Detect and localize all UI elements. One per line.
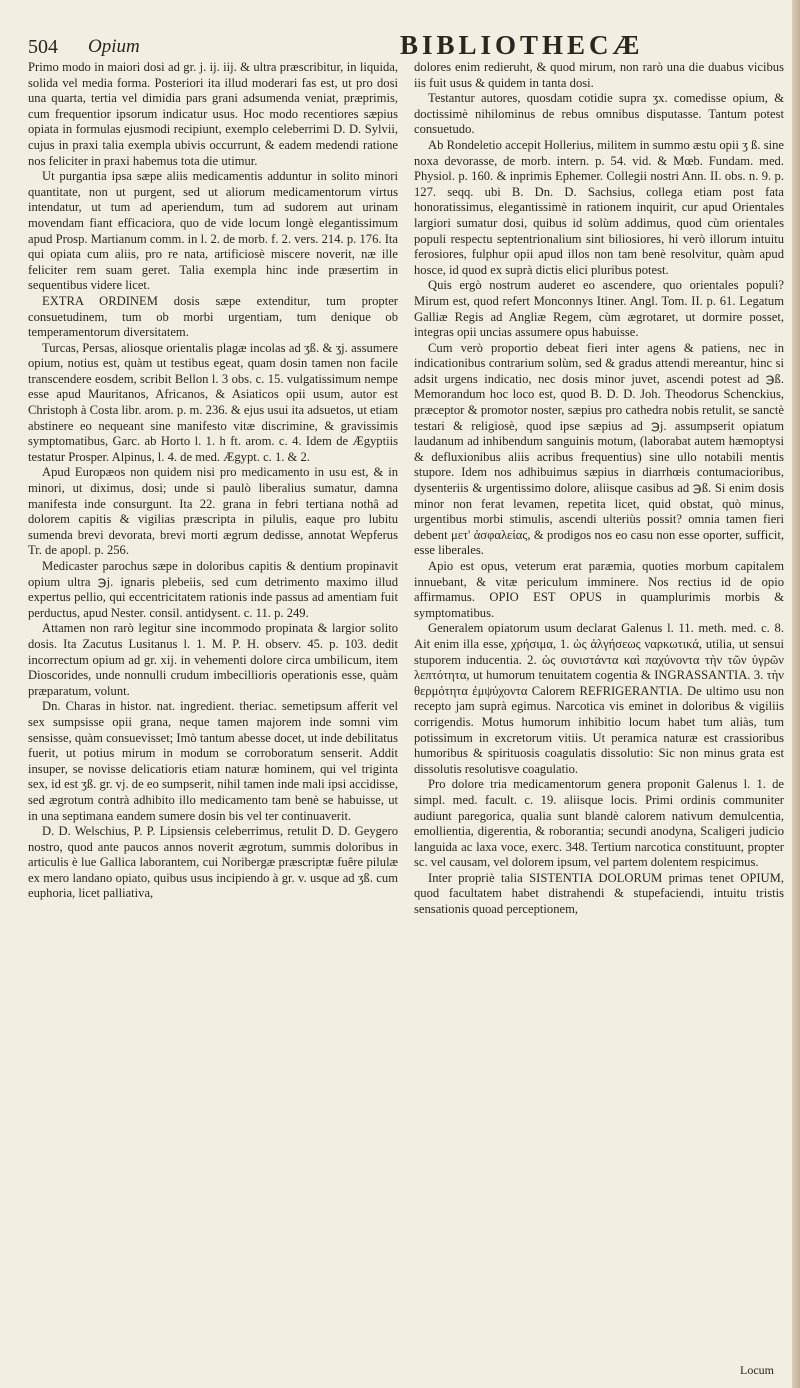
catchword: Locum bbox=[740, 1363, 774, 1377]
paragraph: Apud Europæos non quidem nisi pro medicamento in usu est, & in minori, ut diximus, dosi; unde si paulò liberalius sumatur, damna manifesta inde consurgunt. Ita 22. grana in febri tertiana nothâ ad dolorem capitis & vigilias præscripta in pilulis, eaque pro lubitu sumenda brevi devorata, brevi morti ægrum dedisse, annotat Wepferus Tr. de apopl. p. 256. bbox=[28, 465, 398, 558]
page-edge bbox=[792, 0, 800, 1388]
left-column bbox=[28, 60, 398, 1368]
paragraph: Generalem opiatorum usum declarat Galenus l. 11. meth. med. c. 8. Ait enim illa esse, χρήσιμα, 1. ὡς ἀλγήσεως ναρκωτικά, utilia, ut sensui stuporem inducentia. 2. ὡς συνιστάντα καὶ παχύνοντα τὴν τῶν ὑγρῶν λεπτότητα, ut humorum tenuitatem cogentia & INGRASSANTIA. 3. τὴν θερμότητα ἐμψύχοντα Calorem REFRIGERANTIA. De ultimo usu non recepto jam suprà egimus. Narcotica vis eminet in doloribus & vigiliis corrigendis. Motus humorum inhibitio locum habet tum aliàs, tum potissimum in excretorum vitiis. Ut peramica naturæ est crassioribus humoribus & spirituosis coagulatis dissolutio: Sic non minus grata est dissolutis resolutisve coagulatio. bbox=[414, 621, 784, 776]
paragraph: Dn. Charas in histor. nat. ingredient. theriac. semetipsum afferit vel sex sumpsisse opii grana, neque tamen majorem inde somni vim sensisse, quàm consuevisset; Imò tantum abesse docet, ut inde debilitatus fuerit, ut potius mirum in modum se corroboratum senserit. Addit insuper, se novisse delicatioris etiam naturæ hominem, qui vel triginta sex, id est ʒß. gr. vj. de eo sumpserit, nihil tamen inde mali ipsi accidisse, sed ægrotum contrà adhibito illo medicamento tam benè se habuisse, ut in una septimana eandem sumere dosin bis vel ter continuaverit. bbox=[28, 699, 398, 823]
paragraph: Pro dolore tria medicamentorum genera proponit Galenus l. 1. de simpl. med. facult. c. 19. aliisque locis. Primi ordinis communiter audiunt paregorica, qualia sunt blandè calorem nativum demulcentia, emollientia, digerentia, & roborantia; secundi anodyna, Scaligeri judicio languida ac laxa voce, exerc. 348. Tertium narcotica constituunt, propter sc. vel causam, vel dolorem ipsum, vel partem dolentem respicimus. bbox=[414, 777, 784, 870]
page-number: 504 bbox=[28, 36, 58, 58]
paragraph: Medicaster parochus sæpe in doloribus capitis & dentium propinavit opium ultra ℈j. ignaris plebeiis, sed cum detrimento maximo illud expertus pellio, qui eccentricitatem rationis inde passus ad amentiam fuit perductus, apud Nester. consil. antidysent. c. 11. p. 249. bbox=[28, 559, 398, 620]
paragraph: dolores enim redieruht, & quod mirum, non rarò una die duabus vicibus iis fuit usus & quidem in tanta dosi. bbox=[414, 60, 784, 90]
page-header bbox=[28, 30, 780, 64]
paragraph: Primo modo in maiori dosi ad gr. j. ij. iij. & ultra præscribitur, in liquida, solida vel media forma. Posteriori ita illud moderari fas est, ut pro dosi una quarta, tertia vel dimidia pars grani adsumenda veniat, præprimis, cum frequentior ipsorum indicatur usus. Hoc modo recentiores sæpius opiata in formulas ejusmodi recipiunt, exemplo celeberrimi D. D. Sylvii, cujus in praxi talia exempla ubivis occurrunt, & eadem medendi ratione nos feliciter in praxi habemus tota die utimur. bbox=[28, 60, 398, 168]
paragraph: Apio est opus, veterum erat paræmia, quoties morbum capitalem innuebant, & vitæ periculum imminere. Nos rectius id de opio affirmamus. OPIO EST OPUS in quamplurimis morbis & symptomatibus. bbox=[414, 559, 784, 620]
paragraph: Inter propriè talia SISTENTIA DOLORUM primas tenet OPIUM, quod facultatem habet distrahendi & stupefaciendi, intuitu tristis sensationis quoad perceptionem, bbox=[414, 870, 784, 917]
book-title: BIBLIOTHECÆ bbox=[400, 30, 644, 60]
right-column bbox=[414, 60, 784, 1368]
paragraph: Ut purgantia ipsa sæpe aliis medicamentis adduntur in solito minori quantitate, non ut purgent, sed ut aliorum medicamentorum virtus intendatur, ut tum ad aperiendum, tum ad sudorem aut urinam movendam fiant efficaciora, quo de vide locum longè elegantissimum apud Prosp. Martianum comm. in l. 2. de morb. f. 2. vers. 214. p. 176. Ita qui opiata cum aliis, pro re nata, artificiosè miscere noverit, næ ille feliciter rem suam geret. Talia exempla hinc inde præsertim in sequentibus videre licet. bbox=[28, 169, 398, 293]
running-title: Opium bbox=[88, 36, 140, 57]
paragraph: Quis ergò nostrum auderet eo ascendere, quo orientales populi? Mirum est, quod refert Monconnys Itiner. Angl. Tom. II. p. 61. Legatum Galliæ Regis ad Angliæ Regem, cùm ægrotaret, ut dormire posset, integras opii uncias assumere opus habuisse. bbox=[414, 278, 784, 340]
paragraph: Turcas, Persas, aliosque orientalis plagæ incolas ad ʒß. & ʒj. assumere opium, notius est, quàm ut testibus egeat, quam dosin tamen non facile transcendere eosdem, scribit Bellon l. 3 obs. c. 15. vulgatissimum nempe esse apud Mauritanos, Africanos, & Asiaticos opii usum, autor est Christoph à Costa libr. arom. p. m. 236. & ejus usui ita adsuetos, ut etiam abstinere eo nequeant sine manifesto vitæ discrimine, & gravissimis symptomatibus, Garc. ab Horto l. 1. h ft. arom. c. 4. Idem de Ægyptiis testatur Prosper. Alpinus, l. 4. de med. Ægypt. c. 1. & 2. bbox=[28, 340, 398, 464]
paragraph: Attamen non rarò legitur sine incommodo propinata & largior solito dosis. Ita Zacutus Lusitanus l. 1. M. P. H. observ. 45. p. 103. dedit incorrectum opium ad gr. xij. in vehementi dolore circa umbilicum, item Dioscorides, unde nonnulli crudum imbecillioris operationis esse, quàm præparatum, volunt. bbox=[28, 621, 398, 698]
paragraph: Ab Rondeletio accepit Hollerius, militem in summo æstu opii ʒ ß. sine noxa devorasse, de morb. intern. p. 54. vid. & Mœb. Fundam. med. Physiol. p. 160. & inprimis Ephemer. Collegii nostri Ann. II. obs. n. 9. p. 127. seqq. ubi B. Dn. D. Sachsius, collega etiam post fata honoratissimus, elegantissimè in rationem inquirit, cur apud Orientales largiori sumatur dosi, quibus id solùm addimus, quod cùm orientales populi respectu septentrionalium sint biliosiores, hi verò illorum intuitu ferosiores, fulphur opii apud illos non tam benè resolvitur, quàm apud hosce, id quod ex suprà dictis elici pluribus potest. bbox=[414, 137, 784, 277]
paragraph: Cum verò proportio debeat fieri inter agens & patiens, nec in indicationibus contrarium solùm, sed & gradus attendi mereantur, hinc si adsit urgens indicatio, nec dosis minor juvet, ascendi potest ad ℈ß. Memorandum hoc loco est, quod B. D. D. Joh. Theodorus Schenckius, præceptor & promotor noster, sæpius pro cathedra nobis retulit, se sanctè testari & religiosè, quod ipse sæpius ad ℈j. assumpserit opiatum laudanum ad inhibendum sanguinis motum, (laborabat autem hæmoptysi & defluxionibus aliis acribus frequentius) sine ullo notabili mentis stupore. Idem nos adhibuimus sæpius in diarrhœis contumacioribus, dysenteriis & urgentissimo dolore, aliisque casibus ad ℈ß. Si enim dosis minor non ferat levamen, repetita licet, quid obstat, quò minus, urgentibus morbi stimulis, ascendi ulteriùs possit? omnia tamen fieri debent μετ' ἀσφαλείας, & prodigos nos eo casu non esse oporter, sufficit, esse liberales. bbox=[414, 340, 784, 558]
paragraph: EXTRA ORDINEM dosis sæpe extenditur, tum propter consuetudinem, tum ob morbi urgentiam, tum denique ob temperamentorum diversitatem. bbox=[28, 293, 398, 340]
text-columns bbox=[28, 60, 784, 1368]
paragraph: D. D. Welschius, P. P. Lipsiensis celeberrimus, retulit D. D. Geygero nostro, quod ante paucos annos noverit ægrotum, summis doloribus in articulis è lue Gallica laborantem, cui Noribergæ præscriptæ fuêre pilulæ ex mero landano opiato, quibus usus incipiendo à gr. v. usque ad ʒß. cum euphoria, licet palliativa, bbox=[28, 824, 398, 901]
paragraph: Testantur autores, quosdam cotidie supra ʒx. comedisse opium, & doctissimè nihilominus de rebus omnibus disputasse. Tantum potest consuetudo. bbox=[414, 91, 784, 137]
